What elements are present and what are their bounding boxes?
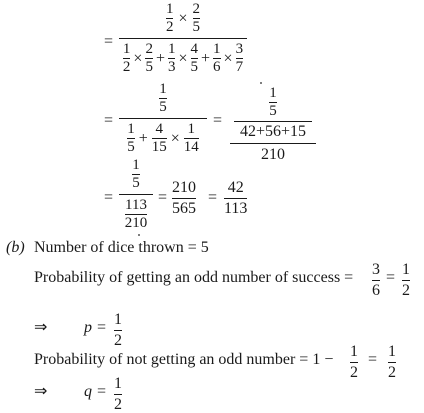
numerator: 1 [167, 41, 176, 57]
denominator: 2 [114, 396, 122, 413]
p-equation: p = [84, 319, 107, 336]
numerator: 1 [122, 41, 131, 57]
numerator: 1 [127, 121, 135, 137]
fraction [224, 180, 247, 217]
equals-sign: = [386, 269, 396, 286]
plus-sign: + [138, 129, 148, 147]
numerator: 1 [159, 81, 167, 97]
equals-sign: = [368, 351, 378, 368]
numerator: 42 [227, 179, 244, 196]
denominator: 113 [224, 200, 248, 217]
denominator: 210 [261, 146, 285, 163]
fraction-bar [114, 394, 122, 395]
dice-count-line: Number of dice thrown = 5 [34, 239, 209, 256]
numerator: 3 [235, 41, 244, 57]
numerator: 1 [165, 1, 174, 17]
times-sign: × [223, 49, 233, 67]
denominator: 15 [151, 139, 167, 155]
compound-fraction-step1 [118, 2, 248, 75]
denominator: 565 [172, 200, 196, 217]
numerator: 1 [350, 343, 358, 360]
compound-fraction-step3 [118, 158, 154, 231]
times-sign: × [178, 49, 188, 67]
denominator: 2 [165, 19, 174, 35]
part-label: (b) [6, 239, 25, 256]
fraction-bar [372, 280, 380, 281]
equals-sign: = [104, 112, 114, 129]
numerator: 4 [155, 121, 163, 137]
q-equation: q = [84, 383, 107, 400]
numerator: 1 [402, 261, 410, 278]
denominator: 2 [350, 364, 358, 381]
fraction [127, 122, 135, 155]
equals-sign: = [158, 189, 168, 206]
implies-arrow: ⇒ [34, 383, 48, 400]
numerator: 210 [172, 179, 196, 196]
denominator: 2 [388, 364, 396, 381]
fraction-bar [350, 362, 358, 363]
fraction [191, 42, 199, 75]
fraction [114, 376, 122, 413]
denominator: 3 [167, 59, 176, 75]
numerator: 1 [388, 343, 396, 360]
fraction [125, 198, 148, 231]
times-sign: × [133, 49, 143, 67]
fraction-bar [224, 198, 247, 199]
fraction [172, 180, 196, 217]
compound-fraction-step2-right [228, 86, 318, 163]
equals-sign: = [104, 189, 114, 206]
fraction-bar [402, 280, 410, 281]
fraction-bar [114, 330, 122, 331]
main-fraction-bar [230, 143, 316, 144]
denominator: 2 [114, 332, 122, 349]
denominator: 5 [127, 139, 135, 155]
numerator: 2 [145, 41, 153, 57]
equals-sign: = [104, 33, 114, 50]
fraction [372, 262, 380, 299]
fraction [123, 42, 131, 75]
fraction-bar [388, 362, 396, 363]
plus-sign: + [155, 49, 165, 67]
denominator: 5 [159, 99, 167, 115]
numerator: 3 [372, 261, 380, 278]
fraction [236, 42, 244, 75]
denominator: 5 [145, 59, 153, 75]
odd-success-probability-text: Probability of getting an odd number of success = [34, 269, 354, 286]
denominator: 5 [132, 175, 140, 191]
not-odd-probability-text: Probability of not getting an odd number = 1 − [34, 351, 334, 368]
fraction-denominator [126, 122, 200, 155]
times-sign: × [170, 129, 180, 147]
numerator: 113 [125, 197, 147, 213]
fraction [350, 344, 358, 381]
denominator: 5 [192, 19, 201, 35]
equals-sign: = [208, 189, 218, 206]
fraction [166, 2, 174, 35]
numerator: 1 [114, 375, 122, 392]
fraction [145, 42, 153, 75]
fraction-numerator [165, 2, 201, 35]
fraction-denominator [122, 42, 244, 75]
fraction [159, 82, 167, 115]
denominator: 2 [122, 59, 131, 75]
fraction [132, 158, 140, 191]
stray-mark [260, 82, 262, 84]
plus-sign: + [201, 49, 211, 67]
main-fraction-bar [119, 38, 247, 39]
numerator: 1 [132, 157, 140, 173]
numerator: 2 [192, 1, 201, 17]
implies-arrow: ⇒ [34, 319, 48, 336]
fraction [402, 262, 410, 299]
fraction [152, 122, 167, 155]
fraction [168, 42, 176, 75]
denominator: 14 [183, 139, 199, 155]
equals-sign: = [213, 112, 223, 129]
main-fraction-bar [119, 194, 153, 195]
fraction-bar [172, 198, 196, 199]
fraction [269, 86, 277, 119]
fraction [388, 344, 396, 381]
compound-fraction-step2-left [118, 82, 208, 155]
fraction [213, 42, 221, 75]
numerator: 1 [213, 41, 221, 57]
denominator: 5 [269, 103, 277, 119]
numerator: 1 [187, 121, 196, 137]
denominator: 6 [372, 282, 380, 299]
denominator: 6 [213, 59, 221, 75]
denominator: 210 [124, 215, 148, 231]
sum-expression: 42+56+15 [239, 123, 307, 140]
numerator: 1 [269, 85, 277, 101]
denominator: 2 [402, 282, 410, 299]
numerator: 4 [190, 41, 199, 57]
denominator: 5 [190, 59, 199, 75]
main-fraction-bar [119, 118, 207, 119]
stray-mark [138, 234, 140, 236]
fraction [114, 312, 122, 349]
numerator: 1 [114, 311, 122, 328]
times-sign: × [178, 9, 188, 27]
fraction-bar [234, 121, 312, 122]
fraction [193, 2, 201, 35]
denominator: 7 [235, 59, 244, 75]
fraction [184, 122, 199, 155]
